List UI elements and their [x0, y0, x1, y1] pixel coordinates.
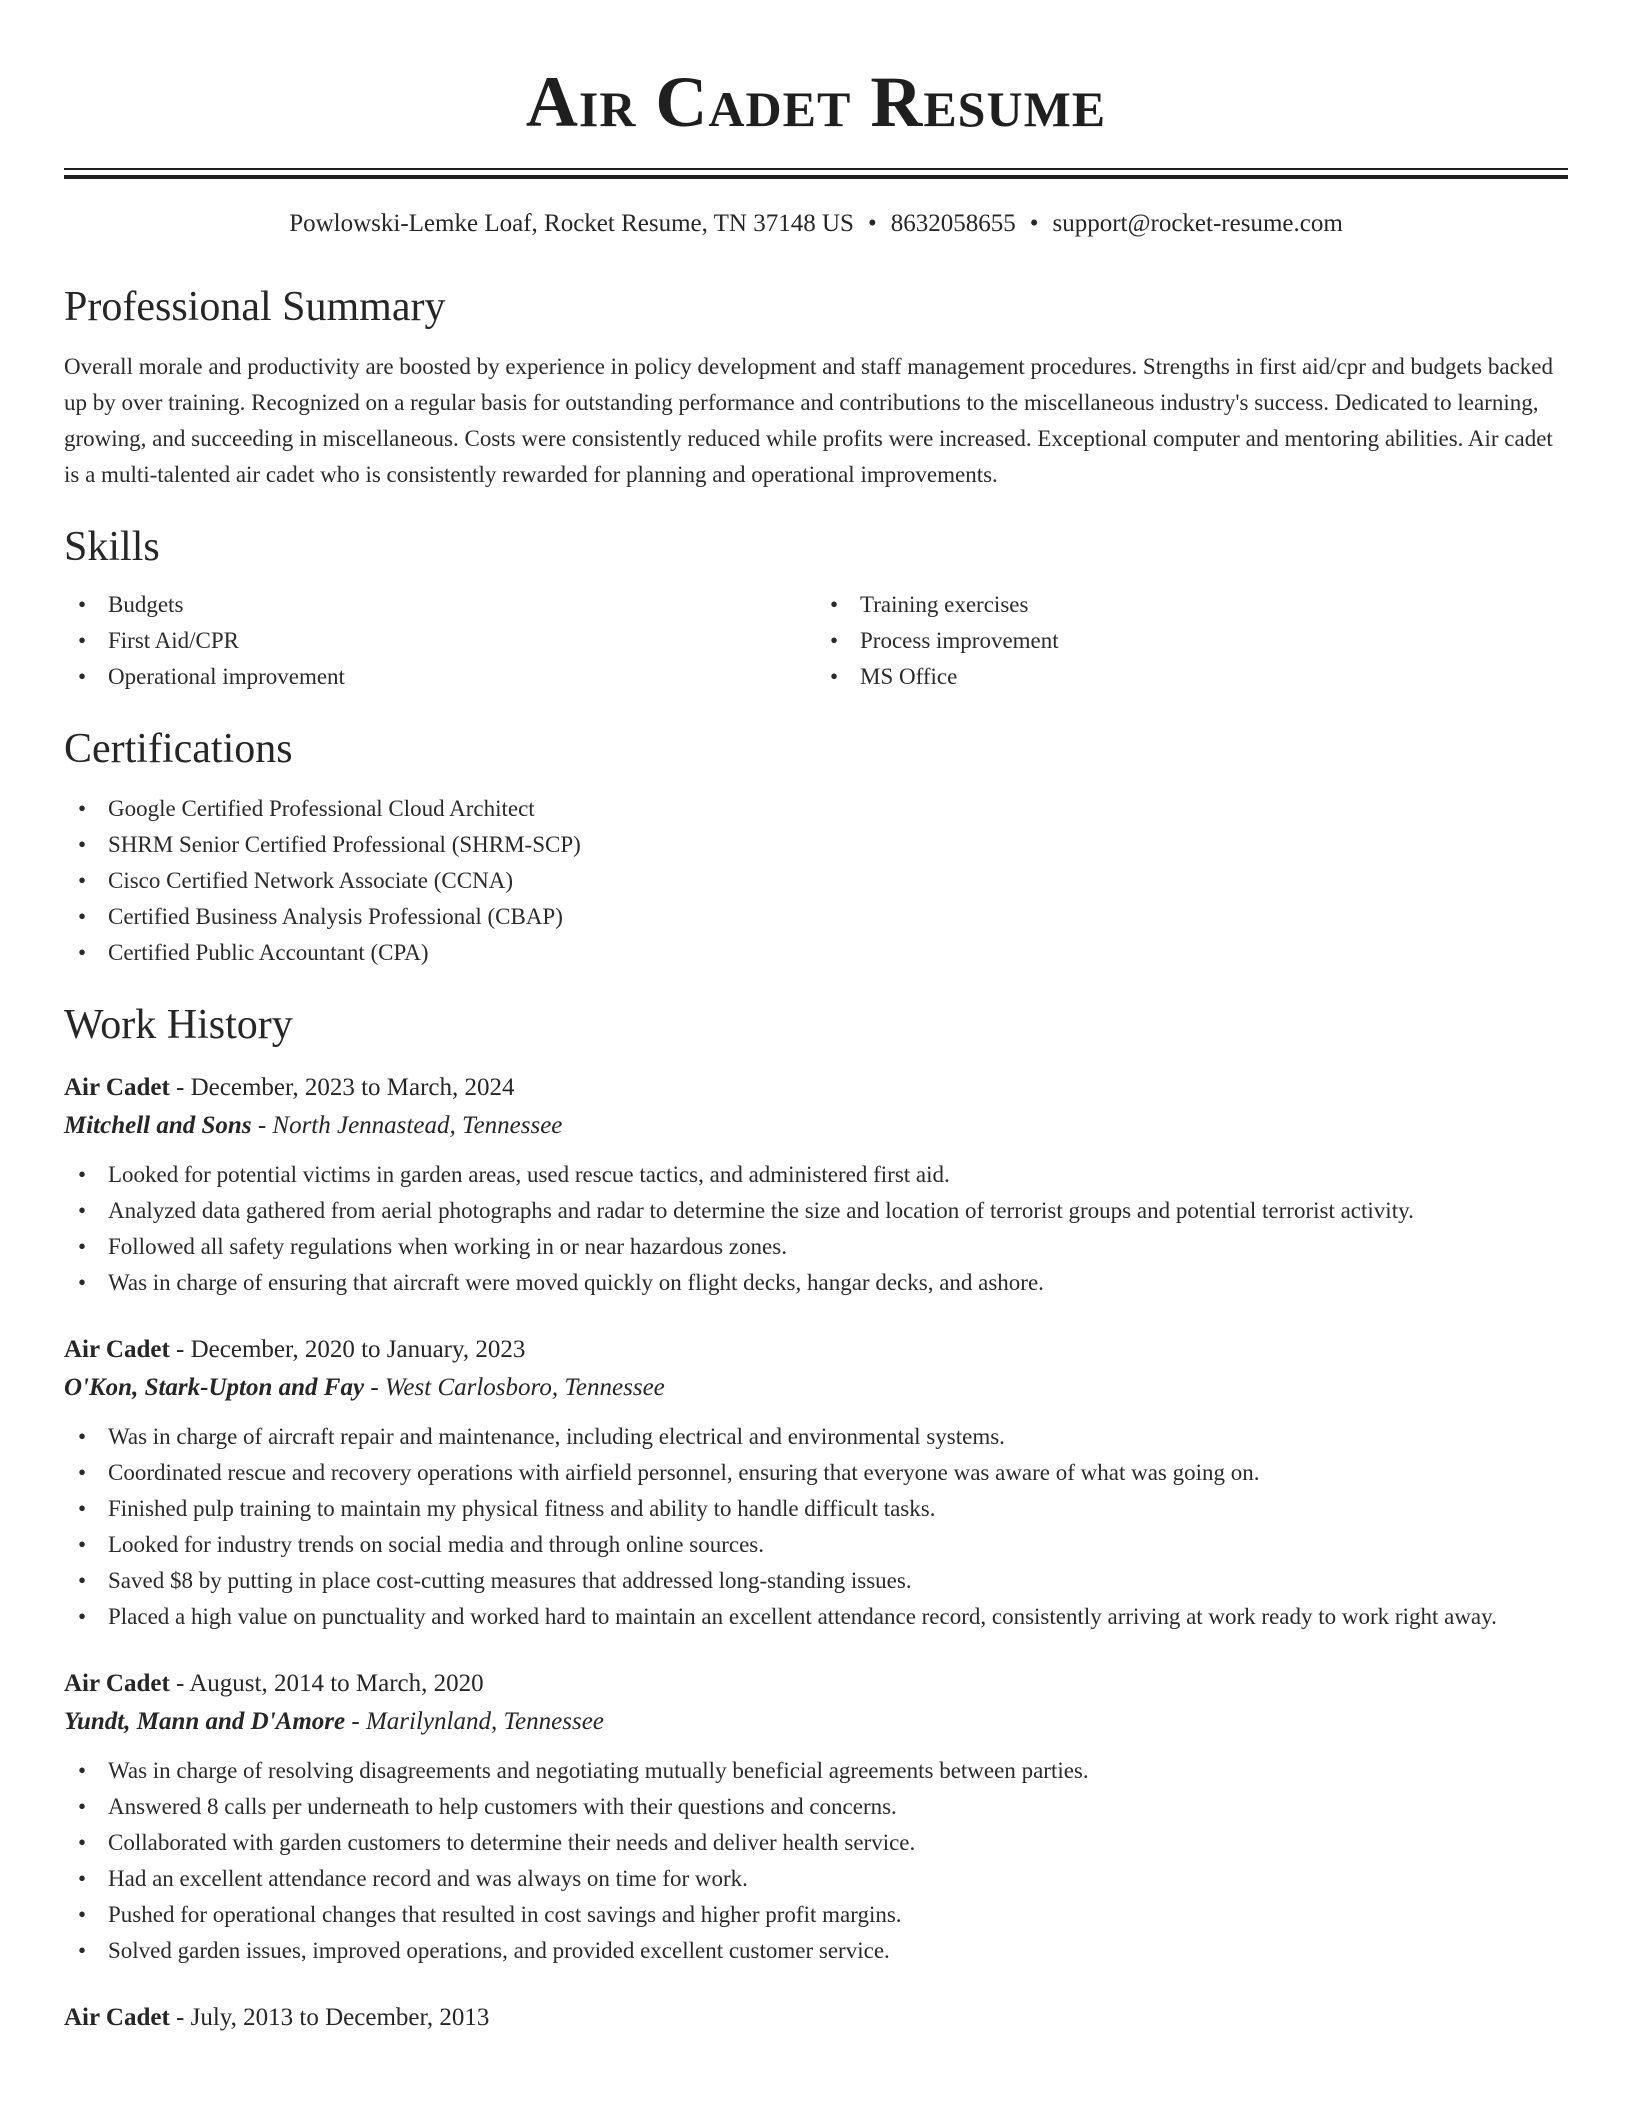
skill-item — [816, 659, 1568, 695]
certification-label: Cisco Certified Network Associate (CCNA) — [108, 868, 513, 893]
job-duties-list — [64, 1157, 1568, 1301]
skill-item — [816, 623, 1568, 659]
job-duty-text: Had an excellent attendance record and was always on time for work. — [108, 1866, 748, 1891]
bullet: • — [78, 1830, 87, 1855]
bullet: • — [78, 1162, 87, 1187]
certifications-heading: Certifications — [64, 726, 293, 772]
skill-label: Operational improvement — [108, 664, 345, 689]
bullet: • — [78, 1938, 87, 1963]
job-entry — [64, 1069, 1568, 1301]
bullet: • — [78, 592, 87, 617]
certification-label: SHRM Senior Certified Professional (SHRM-SCP) — [108, 832, 581, 857]
job-title: Air Cadet — [64, 1670, 170, 1697]
job-dash: - — [169, 1074, 191, 1101]
bullet: • — [78, 1604, 87, 1629]
job-dash: - — [169, 1670, 190, 1697]
skill-item — [816, 587, 1568, 623]
job-title-line — [64, 1069, 1568, 1107]
contact-separator: • — [867, 210, 877, 237]
certification-label: Certified Public Accountant (CPA) — [108, 940, 429, 965]
work-history-heading: Work History — [64, 1002, 293, 1048]
certification-item — [64, 791, 1568, 827]
resume-title: Air Cadet Resume — [525, 62, 1107, 142]
skill-item — [64, 623, 816, 659]
job-duty — [64, 1563, 1568, 1599]
job-company: Yundt, Mann and D'Amore — [64, 1708, 346, 1735]
job-dates: July, 2013 to December, 2013 — [190, 2004, 490, 2031]
job-duty-text: Finished pulp training to maintain my physical fitness and ability to handle difficult tasks. — [108, 1496, 936, 1521]
bullet: • — [78, 904, 87, 929]
bullet: • — [78, 1866, 87, 1891]
job-location: West Carlosboro, Tennessee — [384, 1374, 665, 1401]
job-dash: - — [364, 1374, 385, 1401]
job-duty-text: Was in charge of aircraft repair and maintenance, including electrical and environmental systems. — [108, 1424, 1005, 1449]
bullet: • — [78, 796, 87, 821]
skill-label: Process improvement — [860, 628, 1059, 653]
bullet: • — [78, 868, 87, 893]
job-duties-list — [64, 1753, 1568, 1969]
job-duty — [64, 1825, 1568, 1861]
job-dash: - — [251, 1112, 273, 1139]
bullet: • — [78, 664, 87, 689]
certifications-list — [64, 791, 1568, 971]
job-location: Marilynland, Tennessee — [365, 1708, 604, 1735]
job-dash: - — [169, 2004, 191, 2031]
job-entry — [64, 1331, 1568, 1635]
job-duty-text: Pushed for operational changes that resulted in cost savings and higher profit margins. — [108, 1902, 902, 1927]
job-duty — [64, 1861, 1568, 1897]
job-location: North Jennastead, Tennessee — [272, 1112, 563, 1139]
bullet: • — [78, 1532, 87, 1557]
skill-label: MS Office — [860, 664, 958, 689]
certification-label: Google Certified Professional Cloud Architect — [108, 796, 535, 821]
job-duty — [64, 1753, 1568, 1789]
bullet: • — [78, 940, 87, 965]
job-duty — [64, 1193, 1568, 1229]
job-duty — [64, 1599, 1568, 1635]
job-duty — [64, 1419, 1568, 1455]
summary-section — [64, 281, 1568, 493]
skill-item — [64, 659, 816, 695]
job-title-line — [64, 1665, 1568, 1703]
work-history-section — [64, 999, 1568, 2037]
contact-line — [64, 207, 1568, 241]
job-title: Air Cadet — [64, 2004, 170, 2031]
job-duty — [64, 1789, 1568, 1825]
skills-heading: Skills — [64, 524, 160, 570]
bullet: • — [78, 1460, 87, 1485]
bullet: • — [78, 628, 87, 653]
job-duty-text: Placed a high value on punctuality and worked hard to maintain an excellent attendance record, consistently arriving at work ready to work right away. — [108, 1604, 1497, 1629]
bullet: • — [78, 1794, 87, 1819]
job-company: Mitchell and Sons — [64, 1112, 252, 1139]
job-entry — [64, 1999, 1568, 2037]
contact-email: support@rocket-resume.com — [1052, 210, 1343, 237]
job-duty — [64, 1933, 1568, 1969]
contact-phone: 8632058655 — [890, 210, 1016, 237]
job-dates: December, 2020 to January, 2023 — [190, 1336, 526, 1363]
skills-column-left — [64, 587, 816, 695]
job-duty — [64, 1229, 1568, 1265]
job-duty-text: Collaborated with garden customers to determine their needs and deliver health service. — [108, 1830, 916, 1855]
job-company-line — [64, 1369, 1568, 1407]
job-duty-text: Was in charge of ensuring that aircraft were moved quickly on flight decks, hangar decks, and ashore. — [108, 1270, 1044, 1295]
job-duty — [64, 1157, 1568, 1193]
job-title-line — [64, 1999, 1568, 2037]
job-duty — [64, 1455, 1568, 1491]
summary-text: Overall morale and productivity are boosted by experience in policy development and staff management procedures. Strengths in first aid/cpr and budgets backed up by over training. Recognized on a regular basis for outstanding performance and contributions to the miscellaneous industry's success. Dedicated to learning, growing, and succeeding in miscellaneous. Costs were consistently reduced while profits were increased. Exceptional computer and mentoring abilities. Air cadet is a multi-talented air cadet who is consistently rewarded for planning and operational improvements. — [64, 354, 1553, 487]
job-duty — [64, 1897, 1568, 1933]
job-duty-text: Coordinated rescue and recovery operations with airfield personnel, ensuring that everyone was aware of what was going on. — [108, 1460, 1260, 1485]
bullet: • — [78, 832, 87, 857]
job-company-line — [64, 1703, 1568, 1741]
contact-separator: • — [1029, 210, 1039, 237]
job-company-line — [64, 1107, 1568, 1145]
title-double-rule — [64, 168, 1568, 179]
certifications-section — [64, 723, 1568, 971]
job-duties-list — [64, 1419, 1568, 1635]
job-duty-text: Looked for potential victims in garden areas, used rescue tactics, and administered first aid. — [108, 1162, 950, 1187]
bullet: • — [78, 1234, 87, 1259]
job-dash: - — [169, 1336, 191, 1363]
job-duty-text: Was in charge of resolving disagreements and negotiating mutually beneficial agreements between parties. — [108, 1758, 1089, 1783]
job-entry — [64, 1665, 1568, 1969]
skill-label: Budgets — [108, 592, 184, 617]
job-duty — [64, 1491, 1568, 1527]
job-duty-text: Answered 8 calls per underneath to help customers with their questions and concerns. — [108, 1794, 897, 1819]
bullet: • — [78, 1568, 87, 1593]
job-duty — [64, 1265, 1568, 1301]
bullet: • — [78, 1198, 87, 1223]
bullet: • — [78, 1424, 87, 1449]
job-duty-text: Saved $8 by putting in place cost-cutting measures that addressed long-standing issues. — [108, 1568, 912, 1593]
summary-heading: Professional Summary — [64, 284, 446, 330]
bullet: • — [78, 1496, 87, 1521]
skills-column-right — [816, 587, 1568, 695]
bullet: • — [78, 1270, 87, 1295]
job-dates: August, 2014 to March, 2020 — [189, 1670, 484, 1697]
certification-item — [64, 863, 1568, 899]
job-title-line — [64, 1331, 1568, 1369]
job-dates: December, 2023 to March, 2024 — [190, 1074, 515, 1101]
job-dash: - — [345, 1708, 366, 1735]
certification-item — [64, 935, 1568, 971]
certification-item — [64, 899, 1568, 935]
skill-label: First Aid/CPR — [108, 628, 240, 653]
bullet: • — [78, 1758, 87, 1783]
skill-label: Training exercises — [860, 592, 1029, 617]
skills-grid — [64, 587, 1568, 695]
bullet: • — [78, 1902, 87, 1927]
bullet: • — [830, 664, 839, 689]
job-company: O'Kon, Stark-Upton and Fay — [64, 1374, 365, 1401]
skills-section — [64, 521, 1568, 695]
job-duty-text: Analyzed data gathered from aerial photographs and radar to determine the size and location of terrorist groups and potential terrorist activity. — [108, 1198, 1414, 1223]
certification-label: Certified Business Analysis Professional (CBAP) — [108, 904, 563, 929]
contact-address: Powlowski-Lemke Loaf, Rocket Resume, TN 37148 US — [289, 210, 854, 237]
job-duty-text: Followed all safety regulations when working in or near hazardous zones. — [108, 1234, 787, 1259]
skill-item — [64, 587, 816, 623]
job-duty — [64, 1527, 1568, 1563]
job-title: Air Cadet — [64, 1336, 170, 1363]
job-duty-text: Looked for industry trends on social media and through online sources. — [108, 1532, 764, 1557]
bullet: • — [830, 592, 839, 617]
job-duty-text: Solved garden issues, improved operations, and provided excellent customer service. — [108, 1938, 890, 1963]
certification-item — [64, 827, 1568, 863]
job-title: Air Cadet — [64, 1074, 170, 1101]
bullet: • — [830, 628, 839, 653]
